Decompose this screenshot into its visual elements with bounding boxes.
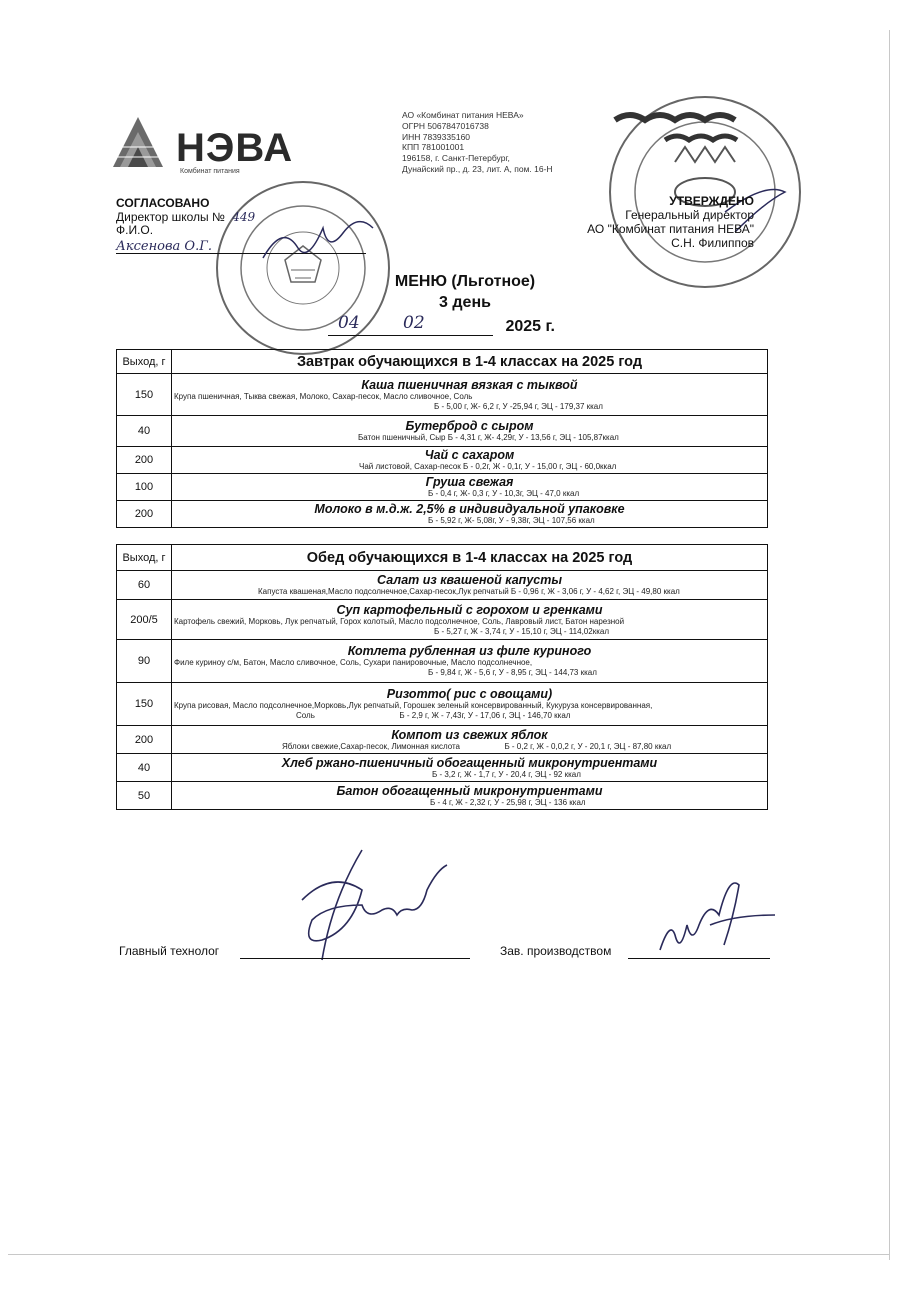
date-day: 04	[338, 313, 360, 333]
dish-nutrition: Б - 5,00 г, Ж- 6,2 г, У -25,94 г, ЭЦ - 179,37 ккал	[434, 401, 603, 411]
company-requisites	[402, 110, 553, 175]
req-line: ИНН 7839335160	[402, 131, 471, 142]
req-line: Дунайский пр., д. 23, лит. А, пом. 16-Н	[402, 163, 553, 174]
approved-title: УТВЕРЖДЕНО	[669, 194, 754, 208]
item-output: 60	[117, 571, 172, 600]
company-seal-icon	[605, 92, 805, 292]
agreed-title: СОГЛАСОВАНО	[116, 196, 210, 210]
dish-ingredients: Картофель свежий, Морковь, Лук репчатый, Горох колотый, Масло подсолнечное, Соль, Лавровый лист, Батон нарезной	[174, 616, 625, 626]
dish-ingredients: Крупа пшеничная, Тыква свежая, Молоко, Сахар-песок, Масло сливочное, Соль	[174, 391, 473, 401]
item-output: 200/5	[117, 600, 172, 640]
menu-item	[172, 640, 768, 683]
dish-name: Груша свежая	[425, 475, 514, 489]
date-blank	[328, 313, 493, 336]
menu-item	[172, 416, 768, 447]
page-edge-right	[889, 30, 890, 1260]
dish-name: Молоко в м.д.ж. 2,5% в индивидуальной упаковке	[314, 502, 625, 516]
dish-ingredients: Филе куриноу с/м, Батон, Масло сливочное, Соль, Сухари панировочные, Масло подсолнечное,	[174, 658, 533, 667]
dish-name: Чай с сахаром	[424, 448, 515, 462]
dish-nutrition: Б - 5,27 г, Ж - 3,74 г, У - 15,10 г, ЭЦ - 114,02ккал	[434, 626, 609, 636]
menu-item	[172, 600, 768, 640]
technologist-signature-icon	[262, 840, 462, 970]
item-output: 200	[117, 501, 172, 528]
approved-position: Генеральный директор	[625, 208, 754, 222]
item-output: 200	[117, 726, 172, 754]
production-sign-line	[628, 958, 770, 959]
menu-item	[172, 683, 768, 726]
menu-item	[172, 501, 768, 528]
dish-nutrition: Б - 5,92 г, Ж- 5,08г, У - 9,38г, ЭЦ - 107,56 ккал	[428, 516, 595, 525]
date-year: 2025 г.	[505, 318, 555, 335]
page-edge-bottom	[8, 1254, 890, 1255]
dish-nutrition: Капуста квашеная,Масло подсолнечное,Сахар-песок,Лук репчатый Б - 0,96 г, Ж - 3,06 г, У - 4,62 г, ЭЦ - 49,80 ккал	[258, 587, 680, 596]
menu-item	[172, 782, 768, 810]
approved-block	[540, 194, 754, 250]
section-title: Обед обучающихся в 1-4 классах на 2025 год	[172, 545, 768, 571]
item-output: 150	[117, 374, 172, 416]
date-month: 02	[403, 313, 425, 333]
menu-day: 3 день	[439, 294, 491, 311]
menu-item	[172, 754, 768, 782]
menu-item	[172, 571, 768, 600]
logo-text: НЭВА	[176, 126, 294, 170]
approved-name: С.Н. Филиппов	[671, 236, 754, 250]
dish-nutrition: Батон пшеничный, Сыр Б - 4,31 г, Ж- 4,29г, У - 13,56 г, ЭЦ - 105,87ккал	[358, 433, 619, 442]
dish-nutrition: Б - 0,4 г, Ж- 0,3 г, У - 10,3г, ЭЦ - 47,0 ккал	[428, 489, 580, 498]
lunch-table	[116, 544, 768, 810]
dish-name: Батон обогащенный микронутриентами	[336, 783, 603, 798]
agreed-fio-label: Ф.И.О.	[116, 223, 154, 237]
technologist-sign-line	[240, 958, 470, 959]
production-signature-icon	[650, 880, 780, 960]
dish-name: Котлета рубленная из филе куриного	[347, 644, 592, 658]
req-line: АО «Комбинат питания НЕВА»	[402, 110, 524, 120]
menu-item	[172, 374, 768, 416]
menu-title: МЕНЮ (Льготное)	[394, 273, 536, 290]
item-output: 40	[117, 754, 172, 782]
item-output: 150	[117, 683, 172, 726]
technologist-label: Главный технолог	[119, 944, 220, 958]
dish-name: Суп картофельный с горохом и гренками	[336, 602, 603, 617]
req-line: ОГРН 5067847016738	[402, 120, 489, 131]
dish-nutrition: Соль Б - 2,9 г, Ж - 7,43г, У - 17,06 г, ЭЦ - 146,70 ккал	[296, 711, 571, 720]
req-line: 196158, г. Санкт-Петербург,	[402, 153, 510, 164]
logo-subtitle: Комбинат питания	[180, 168, 240, 175]
dish-name: Каша пшеничная вязкая с тыквой	[361, 377, 578, 392]
item-output: 90	[117, 640, 172, 683]
dish-name: Компот из свежих яблок	[391, 727, 548, 742]
menu-item	[172, 726, 768, 754]
dish-nutrition: Яблоки свежие,Сахар-песок, Лимонная кислота Б - 0,2 г, Ж - 0,0,2 г, У - 20,1 г, ЭЦ - 87,80 ккал	[282, 741, 672, 751]
school-number: 449	[232, 209, 256, 224]
dish-ingredients: Крупа рисовая, Масло подсолнечное,Морковь,Лук репчатый, Горошек зеленый консервированный, Кукуруза консервированная,	[174, 701, 653, 710]
menu-item	[172, 447, 768, 474]
agreed-signature-name: Аксенова О.Г.	[116, 240, 366, 255]
dish-nutrition: Б - 9,84 г, Ж - 5,6 г, У - 8,95 г, ЭЦ - 144,73 ккал	[428, 668, 597, 677]
item-output: 100	[117, 474, 172, 501]
req-line: КПП 781001001	[402, 142, 465, 153]
dish-nutrition: Б - 3,2 г, Ж - 1,7 г, У - 20,4 г, ЭЦ - 92 ккал	[432, 769, 581, 779]
menu-date	[328, 313, 555, 336]
dish-name: Ризотто( рис с овощами)	[386, 687, 553, 701]
dish-nutrition: Чай листовой, Сахар-песок Б - 0,2г, Ж - 0,1г, У - 15,00 г, ЭЦ - 60,0ккал	[359, 462, 617, 471]
menu-item	[172, 474, 768, 501]
production-label: Зав. производством	[500, 944, 612, 958]
item-output: 50	[117, 782, 172, 810]
breakfast-table	[116, 349, 768, 528]
item-output: 40	[117, 416, 172, 447]
agreed-director-label: Директор школы №	[116, 209, 225, 224]
col-header: Выход, г	[117, 545, 172, 571]
dish-name: Салат из квашеной капусты	[376, 573, 563, 587]
dish-name: Хлеб ржано-пшеничный обогащенный микронутриентами	[281, 755, 658, 770]
dish-nutrition: Б - 4 г, Ж - 2,32 г, У - 25,98 г, ЭЦ - 136 ккал	[430, 797, 586, 807]
approved-company: АО "Комбинат питания НЕВА"	[587, 222, 754, 236]
item-output: 200	[117, 447, 172, 474]
section-title: Завтрак обучающихся в 1-4 классах на 2025 год	[172, 350, 768, 374]
director-signature-icon	[258, 218, 378, 268]
dish-name: Бутерброд с сыром	[405, 419, 534, 433]
col-header: Выход, г	[117, 350, 172, 374]
